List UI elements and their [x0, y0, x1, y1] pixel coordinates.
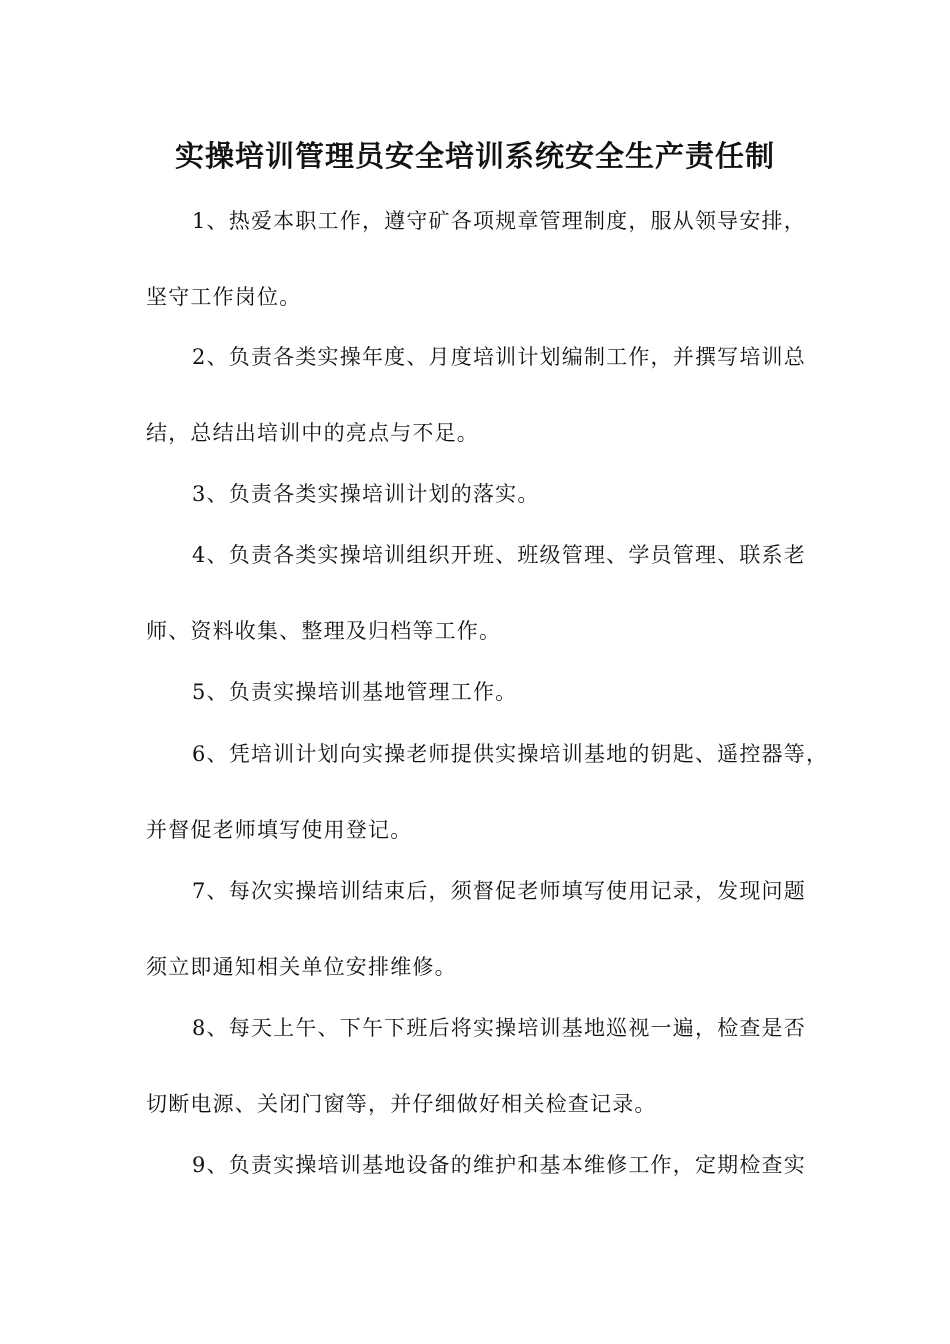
paragraph-2-line-1: 2、负责各类实操年度、月度培训计划编制工作，并撰写培训总 — [192, 345, 806, 369]
paragraph-2-line-2: 结，总结出培训中的亮点与不足。 — [146, 421, 479, 445]
paragraph-8-line-2: 切断电源、关闭门窗等，并仔细做好相关检查记录。 — [146, 1092, 657, 1116]
paragraph-8-line-1: 8、每天上午、下午下班后将实操培训基地巡视一遍，检查是否 — [192, 1016, 806, 1040]
paragraph-9-line-1: 9、负责实操培训基地设备的维护和基本维修工作，定期检查实 — [192, 1153, 806, 1177]
paragraph-1-line-2: 坚守工作岗位。 — [146, 285, 302, 309]
paragraph-7-line-2: 须立即通知相关单位安排维修。 — [146, 955, 457, 979]
paragraph-6-line-1: 6、凭培训计划向实操老师提供实操培训基地的钥匙、遥控器等， — [192, 742, 829, 766]
paragraph-7-line-1: 7、每次实操培训结束后，须督促老师填写使用记录，发现问题 — [192, 879, 806, 903]
paragraph-4-line-2: 师、资料收集、整理及归档等工作。 — [146, 619, 502, 643]
paragraph-3-line-1: 3、负责各类实操培训计划的落实。 — [192, 482, 540, 506]
document-title: 实操培训管理员安全培训系统安全生产责任制 — [174, 139, 775, 173]
paragraph-5-line-1: 5、负责实操培训基地管理工作。 — [192, 680, 518, 704]
paragraph-6-line-2: 并督促老师填写使用登记。 — [146, 818, 413, 842]
paragraph-4-line-1: 4、负责各类实操培训组织开班、班级管理、学员管理、联系老 — [192, 543, 806, 567]
paragraph-1-line-1: 1、热爱本职工作，遵守矿各项规章管理制度，服从领导安排， — [192, 209, 806, 233]
